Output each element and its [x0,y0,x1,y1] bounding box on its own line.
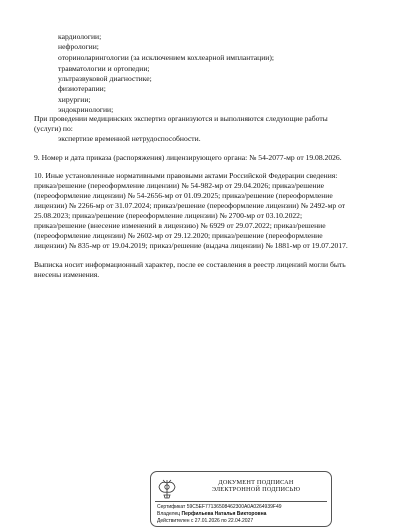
section-10-line: (переоформление лицензии) № 2602-мр от 29.12.2020; приказ/решение (переоформление [34,231,323,240]
section-10-line: лицензии) № 835-мр от 19.04.2019; приказ/решение (выдача лицензии) № 1881-мр от 19.07.2017. [34,241,348,250]
list-item: травматологии и ортопедии; [58,64,150,73]
expertise-line: экспертизе временной нетрудоспособности. [58,134,201,143]
section-10-line: 10. Иные установленные нормативными правовыми актами Российской Федерации сведения: [34,171,338,180]
stamp-title: ДОКУМЕНТ ПОДПИСАН [218,479,294,486]
certificate-value: 59C5EF77136508462300A0A0264939F49 [186,504,282,510]
section-10-line: приказ/решение (внесение изменений в лицензию) № 6929 от 29.07.2022; приказ/решение [34,221,326,230]
stamp-subtitle: ЭЛЕКТРОННОЙ ПОДПИСЬЮ [211,486,301,493]
expertise-line: (услуги) по: [34,124,73,133]
owner-label: Владелец [157,511,181,517]
list-item: хирургии; [58,95,91,104]
stamp-certificate [157,504,282,510]
validity-value: 27.01.2026 по 22.04.2027 [194,518,254,524]
owner-value: Перфильева Наталья Викторовна [181,511,267,517]
list-item: кардиологии; [58,32,102,41]
expertise-line: При проведении медицинских экспертиз организуются и выполняются следующие работы [34,114,328,123]
list-item: оториноларингологии (за исключением кохлеарной имплантации); [58,53,274,62]
list-item: нефрологии; [58,42,99,51]
stamp-validity [157,518,253,524]
stamp-divider [155,501,327,502]
list-item: эндокринологии; [58,105,114,114]
section-10-line: (переоформление лицензии) № 54-2656-мр от 01.09.2025; приказ/решение (переоформление [34,191,333,200]
stamp-owner [157,511,266,517]
section-10-line: лицензии) № 2266-мр от 31.07.2024; приказ/решение (переоформление лицензии) № 2492-мр от [34,201,346,210]
coat-of-arms-icon [157,478,177,500]
footnote-line: Выписка носит информационный характер, после ее составления в реестр лицензий могли быть [34,260,346,269]
footnote-line: внесены изменения. [34,270,100,279]
validity-label: Действителен с [157,518,194,524]
list-item: ультразвуковой диагностике; [58,74,152,83]
section-10-line: приказ/решение (переоформление лицензии) № 54-982-мр от 29.04.2026; приказ/решение [34,181,324,190]
list-item: физиотерапии; [58,84,106,93]
certificate-label: Сертификат [157,504,186,510]
section-10-line: 25.08.2023; приказ/решение (переоформление лицензии) № 2700-мр от 03.10.2022; [34,211,303,220]
electronic-signature-stamp [150,471,332,527]
section-9-text: 9. Номер и дата приказа (распоряжения) лицензирующего органа: № 54-2077-мр от 19.08.2026. [34,153,342,162]
